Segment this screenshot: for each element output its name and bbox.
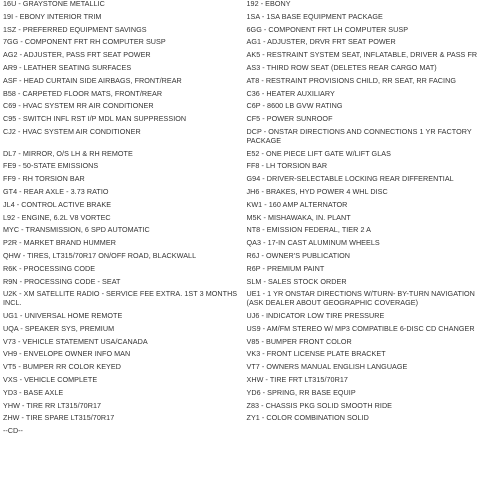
option-code-left: V73 - VEHICLE STATEMENT USA/CANADA — [3, 336, 148, 346]
option-row — [3, 290, 486, 308]
option-row — [3, 350, 486, 359]
option-code-left: JL4 - CONTROL ACTIVE BRAKE — [3, 199, 112, 209]
option-code-left: U2K - XM SATELLITE RADIO - SERVICE FEE EXTRA. 1ST 3 MONTHS INCL. — [3, 289, 238, 308]
option-code-left: VH9 - ENVELOPE OWNER INFO MAN — [3, 349, 131, 359]
option-row — [3, 90, 486, 99]
option-code-right: 1SA - 1SA BASE EQUIPMENT PACKAGE — [246, 11, 383, 21]
option-row — [3, 312, 486, 321]
option-code-right: R6J - OWNER'S PUBLICATION — [246, 250, 351, 260]
option-row — [3, 162, 486, 171]
option-code-left: UG1 - UNIVERSAL HOME REMOTE — [3, 310, 123, 320]
option-row — [3, 188, 486, 197]
option-row — [3, 363, 486, 372]
option-code-right: M5K - MISHAWAKA, IN. PLANT — [246, 212, 351, 222]
option-code-right: VT7 - OWNERS MANUAL ENGLISH LANGUAGE — [246, 362, 408, 372]
option-code-left: 7GG - COMPONENT FRT RH COMPUTER SUSP — [3, 37, 166, 47]
option-row — [3, 414, 486, 423]
option-row — [3, 239, 486, 248]
option-row — [3, 376, 486, 385]
option-code-right: UJ6 - INDICATOR LOW TIRE PRESSURE — [246, 310, 385, 320]
list-footer: --CD-- — [3, 426, 23, 436]
option-code-right: AK5 - RESTRAINT SYSTEM SEAT, INFLATABLE, DRIVER & PASS FR — [246, 50, 478, 60]
option-code-right: V85 - BUMPER FRONT COLOR — [246, 336, 352, 346]
option-row — [3, 128, 486, 146]
option-code-left: C69 - HVAC SYSTEM RR AIR CONDITIONER — [3, 101, 154, 111]
option-code-right: ZY1 - COLOR COMBINATION SOLID — [246, 413, 369, 423]
option-code-right: YD6 - SPRING, RR BASE EQUIP — [246, 387, 356, 397]
option-row — [3, 325, 486, 334]
option-code-left: ASF - HEAD CURTAIN SIDE AIRBAGS, FRONT/REAR — [3, 75, 182, 85]
option-code-left: GT4 - REAR AXLE - 3.73 RATIO — [3, 186, 109, 196]
option-code-right: SLM - SALES STOCK ORDER — [246, 276, 347, 286]
option-code-right: AG1 - ADJUSTER, DRVR FRT SEAT POWER — [246, 37, 396, 47]
option-code-left: VXS - VEHICLE COMPLETE — [3, 374, 98, 384]
option-code-left: FF9 - RH TORSION BAR — [3, 174, 85, 184]
option-row — [3, 0, 486, 9]
option-code-left: DL7 - MIRROR, O/S LH & RH REMOTE — [3, 148, 133, 158]
option-row — [3, 175, 486, 184]
option-code-right: CF5 - POWER SUNROOF — [246, 114, 333, 124]
option-code-right: Z83 - CHASSIS PKG SOLID SMOOTH RIDE — [246, 400, 393, 410]
option-code-right: FF8 - LH TORSION BAR — [246, 161, 328, 171]
option-row — [3, 102, 486, 111]
option-code-right: JH6 - BRAKES, HYD POWER 4 WHL DISC — [246, 186, 388, 196]
option-code-left: MYC - TRANSMISSION, 6 SPD AUTOMATIC — [3, 225, 150, 235]
option-code-left: R9N - PROCESSING CODE - SEAT — [3, 276, 121, 286]
option-code-left: B58 - CARPETED FLOOR MATS, FRONT/REAR — [3, 88, 163, 98]
option-row — [3, 13, 486, 22]
option-code-right: QA3 - 17-IN CAST ALUMINUM WHEELS — [246, 238, 380, 248]
option-code-right: XHW - TIRE FRT LT315/70R17 — [246, 374, 348, 384]
option-code-right: AS3 - THIRD ROW SEAT (DELETES REAR CARGO MAT) — [246, 62, 437, 72]
option-code-left: YD3 - BASE AXLE — [3, 387, 64, 397]
option-row — [3, 214, 486, 223]
option-code-left: 19I - EBONY INTERIOR TRIM — [3, 11, 102, 21]
option-row — [3, 64, 486, 73]
option-code-left: VT5 - BUMPER RR COLOR KEYED — [3, 362, 121, 372]
option-code-left: CJ2 - HVAC SYSTEM AIR CONDITIONER — [3, 126, 141, 136]
option-code-left: FE9 - 50-STATE EMISSIONS — [3, 161, 99, 171]
option-code-right: 192 - EBONY — [246, 0, 291, 8]
option-row — [3, 402, 486, 411]
option-row — [3, 389, 486, 398]
option-code-left: R6K - PROCESSING CODE — [3, 263, 96, 273]
option-code-left: UQA - SPEAKER SYS, PREMIUM — [3, 323, 115, 333]
option-code-left: P2R - MARKET BRAND HUMMER — [3, 238, 116, 248]
option-code-right: 6GG - COMPONENT FRT LH COMPUTER SUSP — [246, 24, 409, 34]
option-code-left: AG2 - ADJUSTER, PASS FRT SEAT POWER — [3, 50, 151, 60]
option-row — [3, 338, 486, 347]
option-code-left: C95 - SWITCH INFL RST I/P MDL MAN SUPPRESSION — [3, 114, 187, 124]
option-code-left: 1SZ - PREFERRED EQUIPMENT SAVINGS — [3, 24, 147, 34]
option-code-right: NT8 - EMISSION FEDERAL, TIER 2 A — [246, 225, 371, 235]
option-code-right: R6P - PREMIUM PAINT — [246, 263, 325, 273]
option-code-right: DCP - ONSTAR DIRECTIONS AND CONNECTIONS 1 YR FACTORY PACKAGE — [246, 126, 472, 145]
option-row — [3, 278, 486, 287]
option-code-right: KW1 - 160 AMP ALTERNATOR — [246, 199, 348, 209]
option-code-right: US9 - AM/FM STEREO W/ MP3 COMPATIBLE 6-DISC CD CHANGER — [246, 323, 475, 333]
option-code-right: G94 - DRIVER-SELECTABLE LOCKING REAR DIFFERENTIAL — [246, 174, 454, 184]
option-row — [3, 38, 486, 47]
option-row — [3, 115, 486, 124]
option-code-left: L92 - ENGINE, 6.2L V8 VORTEC — [3, 212, 111, 222]
option-row — [3, 77, 486, 86]
option-code-left: YHW - TIRE RR LT315/70R17 — [3, 400, 102, 410]
option-code-right: UE1 - 1 YR ONSTAR DIRECTIONS W/TURN- BY-TURN NAVIGATION (ASK DEALER ABOUT GEOGRAPHIC COVERAGE) — [246, 289, 475, 308]
option-code-right: VK3 - FRONT LICENSE PLATE BRACKET — [246, 349, 386, 359]
option-code-left: ZHW - TIRE SPARE LT315/70R17 — [3, 413, 115, 423]
option-code-left: QHW - TIRES, LT315/70R17 ON/OFF ROAD, BLACKWALL — [3, 250, 197, 260]
option-row — [3, 51, 486, 60]
option-row — [3, 265, 486, 274]
option-row — [3, 201, 486, 210]
option-row — [3, 150, 486, 159]
option-code-right: C6P - 8600 LB GVW RATING — [246, 101, 343, 111]
option-row — [3, 26, 486, 35]
option-code-right: AT8 - RESTRAINT PROVISIONS CHILD, RR SEAT, RR FACING — [246, 75, 456, 85]
option-code-right: E52 - ONE PIECE LIFT GATE W/LIFT GLAS — [246, 148, 391, 158]
option-code-left: 16U - GRAYSTONE METALLIC — [3, 0, 105, 8]
option-code-left: AR9 - LEATHER SEATING SURFACES — [3, 62, 132, 72]
option-row — [3, 252, 486, 261]
option-code-right: C36 - HEATER AUXILIARY — [246, 88, 335, 98]
option-row — [3, 226, 486, 235]
